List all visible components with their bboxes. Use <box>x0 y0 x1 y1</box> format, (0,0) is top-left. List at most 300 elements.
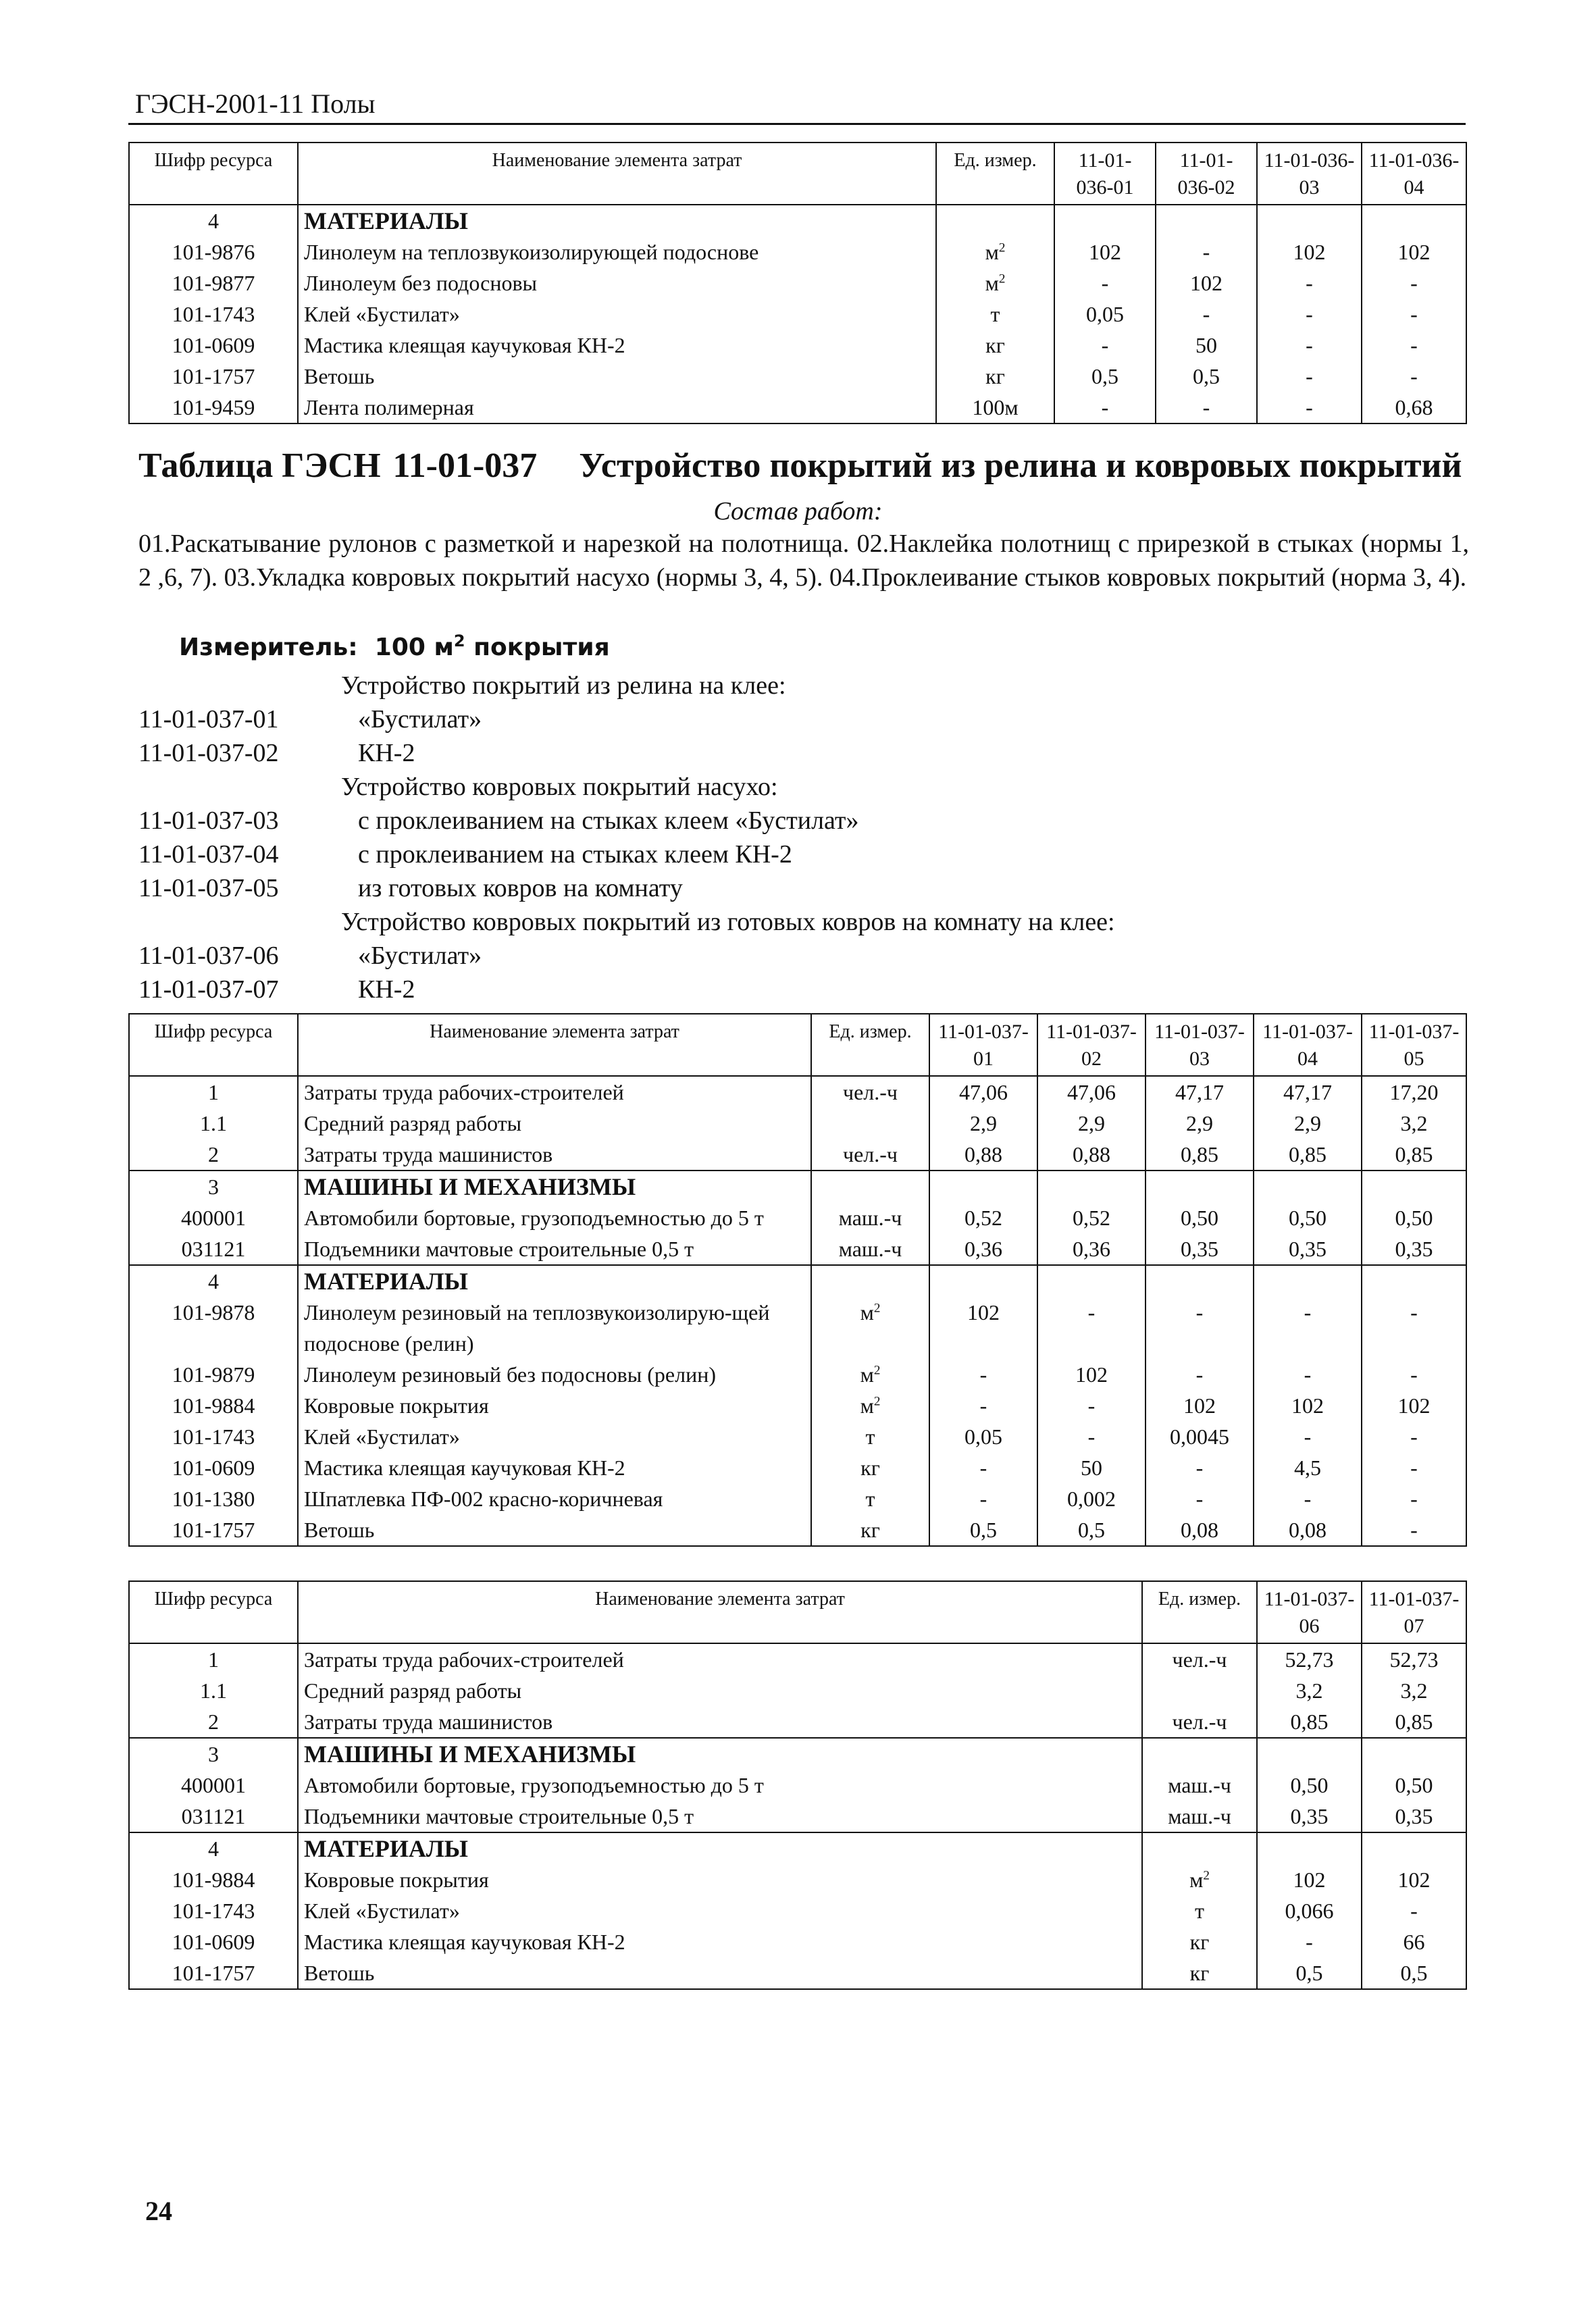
resource-name: Средний разряд работы <box>298 1675 1142 1706</box>
value-cell: 50 <box>1156 330 1257 361</box>
resource-code: 101-9879 <box>129 1359 298 1390</box>
value-cell: - <box>1054 267 1156 299</box>
value-cell: - <box>1254 1483 1362 1514</box>
resource-code: 400001 <box>129 1202 298 1233</box>
section-row <box>129 205 1466 236</box>
value-cell <box>929 1265 1037 1297</box>
value-cell: 0,50 <box>1145 1202 1254 1233</box>
value-cell: 102 <box>1362 1390 1466 1421</box>
resource-code: 101-1757 <box>129 361 298 392</box>
column-code-header: 11-01-036-02 <box>1156 143 1257 205</box>
value-cell: 0,50 <box>1362 1770 1466 1801</box>
value-cell <box>1257 1832 1362 1864</box>
norm-code: 11-01-037-01 <box>138 705 279 734</box>
unit-cell: чел.-ч <box>811 1139 929 1171</box>
resource-name: Лента полимерная <box>298 392 936 423</box>
table-row <box>129 1421 1466 1452</box>
table-row <box>129 330 1466 361</box>
value-cell: 0,88 <box>929 1139 1037 1171</box>
value-cell: 50 <box>1037 1452 1145 1483</box>
value-cell <box>1362 1738 1466 1770</box>
unit-cell: кг <box>936 330 1054 361</box>
unit-cell: т <box>811 1421 929 1452</box>
page-number: 24 <box>145 2196 172 2226</box>
value-cell <box>1254 1265 1362 1297</box>
resource-name: МАШИНЫ И МЕХАНИЗМЫ <box>298 1738 1142 1770</box>
resource-name: Автомобили бортовые, грузоподъемностью до 5 т <box>298 1202 811 1233</box>
norm-text: из готовых ковров на комнату <box>358 874 683 902</box>
unit-cell: 100м <box>936 392 1054 423</box>
norm-code: 11-01-037-03 <box>138 806 279 835</box>
unit-cell: маш.-ч <box>1142 1770 1257 1801</box>
value-cell: 102 <box>1362 236 1466 267</box>
value-cell: 0,52 <box>1037 1202 1145 1233</box>
resource-code: 101-1757 <box>129 1514 298 1546</box>
value-cell: 0,50 <box>1254 1202 1362 1233</box>
unit-cell: кг <box>811 1514 929 1546</box>
resource-code: 4 <box>129 205 298 236</box>
value-cell <box>1254 1171 1362 1202</box>
resource-name: МАТЕРИАЛЫ <box>298 205 936 236</box>
column-header: Наименование элемента затрат <box>298 143 936 205</box>
running-header: ГЭСН-2001-11 Полы <box>135 88 376 119</box>
value-cell: 0,88 <box>1037 1139 1145 1171</box>
unit-cell: кг <box>1142 1926 1257 1957</box>
section-row <box>129 1171 1466 1202</box>
value-cell: 2,9 <box>1145 1108 1254 1139</box>
column-header: Ед. измер. <box>811 1014 929 1076</box>
unit-superscript: 2 <box>873 1363 881 1378</box>
resource-code: 1 <box>129 1643 298 1675</box>
value-cell: 0,002 <box>1037 1483 1145 1514</box>
resource-name: Затраты труда машинистов <box>298 1139 811 1171</box>
value-cell <box>1156 205 1257 236</box>
value-cell: - <box>1257 267 1362 299</box>
resource-name: Мастика клеящая каучуковая КН-2 <box>298 330 936 361</box>
table-row <box>129 1957 1466 1989</box>
unit-superscript: 2 <box>873 1394 881 1409</box>
value-cell: 47,17 <box>1254 1076 1362 1108</box>
value-cell: - <box>1362 1297 1466 1359</box>
resource-name: Подъемники мачтовые строительные 0,5 т <box>298 1801 1142 1832</box>
table-row <box>129 267 1466 299</box>
unit-cell: кг <box>1142 1957 1257 1989</box>
column-header: Ед. измер. <box>1142 1581 1257 1643</box>
table-title-name: Устройство покрытий из релина и ковровых покрытий <box>579 446 1462 485</box>
resource-code: 101-9876 <box>129 236 298 267</box>
resource-code: 101-0609 <box>129 1926 298 1957</box>
value-cell: - <box>1257 361 1362 392</box>
norm-text: Устройство покрытий из релина на клее: <box>341 671 786 700</box>
value-cell: 0,5 <box>1156 361 1257 392</box>
value-cell: 0,50 <box>1257 1770 1362 1801</box>
value-cell: 0,85 <box>1254 1139 1362 1171</box>
value-cell: - <box>1145 1483 1254 1514</box>
norm-text: Устройство ковровых покрытий из готовых ковров на комнату на клее: <box>341 908 1115 936</box>
unit-cell <box>811 1108 929 1139</box>
value-cell: - <box>1257 1926 1362 1957</box>
value-cell: - <box>1362 1452 1466 1483</box>
table-title <box>138 446 1462 486</box>
column-header: Шифр ресурса <box>129 1581 298 1643</box>
value-cell: 3,2 <box>1257 1675 1362 1706</box>
unit-cell <box>1142 1738 1257 1770</box>
column-code-header: 11-01-037-05 <box>1362 1014 1466 1076</box>
unit-cell: чел.-ч <box>1142 1706 1257 1738</box>
value-cell: 0,05 <box>1054 299 1156 330</box>
value-cell: 0,5 <box>929 1514 1037 1546</box>
unit-cell: т <box>811 1483 929 1514</box>
table-row <box>129 1202 1466 1233</box>
table-row <box>129 1139 1466 1171</box>
measure-value: 100 м <box>374 634 454 661</box>
value-cell: 2,9 <box>1254 1108 1362 1139</box>
value-cell: 47,06 <box>929 1076 1037 1108</box>
composition-heading: Состав работ: <box>713 497 883 525</box>
value-cell: 2,9 <box>1037 1108 1145 1139</box>
resource-name: МАТЕРИАЛЫ <box>298 1832 1142 1864</box>
resource-code: 1 <box>129 1076 298 1108</box>
measure-sup: 2 <box>453 632 465 650</box>
value-cell: 0,85 <box>1362 1139 1466 1171</box>
unit-cell: $м^2$ <box>811 1359 929 1390</box>
resource-table-036 <box>128 142 1467 424</box>
value-cell: 2,9 <box>929 1108 1037 1139</box>
value-cell: 17,20 <box>1362 1076 1466 1108</box>
value-cell: 47,17 <box>1145 1076 1254 1108</box>
resource-code: 2 <box>129 1139 298 1171</box>
resource-table-037b <box>128 1580 1467 1990</box>
value-cell: 0,85 <box>1257 1706 1362 1738</box>
unit-cell: чел.-ч <box>811 1076 929 1108</box>
resource-name: Клей «Бустилат» <box>298 299 936 330</box>
value-cell: 0,68 <box>1362 392 1466 423</box>
table-row <box>129 1359 1466 1390</box>
norm-code: 11-01-037-07 <box>138 975 279 1004</box>
value-cell: 0,35 <box>1257 1801 1362 1832</box>
resource-name: Мастика клеящая каучуковая КН-2 <box>298 1452 811 1483</box>
resource-code: 101-1743 <box>129 1895 298 1926</box>
norm-code: 11-01-037-06 <box>138 942 279 970</box>
value-cell: - <box>929 1359 1037 1390</box>
table-row <box>129 1452 1466 1483</box>
norm-text: с проклеиванием на стыках клеем КН-2 <box>358 840 792 869</box>
value-cell: - <box>1254 1359 1362 1390</box>
norm-text: КН-2 <box>358 975 415 1004</box>
table-row <box>129 1233 1466 1265</box>
table-row <box>129 1706 1466 1738</box>
value-cell <box>1257 205 1362 236</box>
column-code-header: 11-01-037-04 <box>1254 1014 1362 1076</box>
value-cell <box>1362 1832 1466 1864</box>
unit-superscript: 2 <box>998 272 1006 286</box>
resource-code: 2 <box>129 1706 298 1738</box>
resource-name: Мастика клеящая каучуковая КН-2 <box>298 1926 1142 1957</box>
value-cell: - <box>1257 330 1362 361</box>
value-cell: - <box>1145 1452 1254 1483</box>
resource-code: 3 <box>129 1738 298 1770</box>
resource-name: Линолеум резиновый на теплозвукоизолирую-щей подоснове (релин) <box>298 1297 811 1359</box>
column-header: Шифр ресурса <box>129 1014 298 1076</box>
resource-name: Затраты труда рабочих-строителей <box>298 1643 1142 1675</box>
value-cell: - <box>1037 1421 1145 1452</box>
value-cell: 4,5 <box>1254 1452 1362 1483</box>
unit-cell: $м^2$ <box>811 1390 929 1421</box>
resource-code: 101-9884 <box>129 1864 298 1895</box>
value-cell: - <box>1362 1359 1466 1390</box>
value-cell: 0,36 <box>1037 1233 1145 1265</box>
value-cell: 102 <box>1145 1390 1254 1421</box>
section-row <box>129 1265 1466 1297</box>
unit-cell <box>811 1265 929 1297</box>
resource-name: Шпатлевка ПФ-002 красно-коричневая <box>298 1483 811 1514</box>
value-cell <box>1054 205 1156 236</box>
value-cell: - <box>1362 1514 1466 1546</box>
resource-name: Затраты труда машинистов <box>298 1706 1142 1738</box>
table-row <box>129 1643 1466 1675</box>
table-row <box>129 1864 1466 1895</box>
section-row <box>129 1738 1466 1770</box>
column-header: Шифр ресурса <box>129 143 298 205</box>
value-cell: 102 <box>1257 236 1362 267</box>
value-cell <box>1037 1265 1145 1297</box>
column-code-header: 11-01-037-03 <box>1145 1014 1254 1076</box>
value-cell: 102 <box>1037 1359 1145 1390</box>
unit-cell <box>1142 1832 1257 1864</box>
norm-text: «Бустилат» <box>358 942 482 970</box>
unit-cell: $м^2$ <box>1142 1864 1257 1895</box>
norm-code: 11-01-037-04 <box>138 840 279 869</box>
value-cell: 0,85 <box>1145 1139 1254 1171</box>
unit-superscript: 2 <box>998 240 1006 255</box>
resource-code: 400001 <box>129 1770 298 1801</box>
unit-cell: т <box>1142 1895 1257 1926</box>
value-cell: - <box>1156 236 1257 267</box>
resource-code: 1.1 <box>129 1108 298 1139</box>
value-cell: - <box>1362 1483 1466 1514</box>
header-rule <box>128 123 1466 125</box>
value-cell: - <box>1362 1895 1466 1926</box>
unit-cell: $м^2$ <box>936 236 1054 267</box>
column-header: Наименование элемента затрат <box>298 1581 1142 1643</box>
unit-cell: кг <box>936 361 1054 392</box>
value-cell: 102 <box>1362 1864 1466 1895</box>
value-cell: 52,73 <box>1362 1643 1466 1675</box>
value-cell: 0,5 <box>1054 361 1156 392</box>
value-cell: 0,08 <box>1145 1514 1254 1546</box>
norm-text: Устройство ковровых покрытий насухо: <box>341 773 778 801</box>
value-cell: 0,066 <box>1257 1895 1362 1926</box>
value-cell <box>1362 205 1466 236</box>
value-cell: 0,35 <box>1254 1233 1362 1265</box>
resource-code: 4 <box>129 1832 298 1864</box>
table-row <box>129 361 1466 392</box>
resource-code: 101-9884 <box>129 1390 298 1421</box>
value-cell: - <box>1362 1421 1466 1452</box>
resource-code: 101-0609 <box>129 1452 298 1483</box>
value-cell: 102 <box>1156 267 1257 299</box>
value-cell: - <box>1145 1359 1254 1390</box>
value-cell: 0,5 <box>1362 1957 1466 1989</box>
value-cell: - <box>1037 1297 1145 1359</box>
norm-text: КН-2 <box>358 739 415 767</box>
value-cell: 52,73 <box>1257 1643 1362 1675</box>
composition-text: 01.Раскатывание рулонов с разметкой и нарезкой на полотнища. 02.Наклейка полотнищ с прирезкой в стыках (нормы 1, 2 ,6, 7). 03.Укладка ковровых покрытий насухо (нормы 3, 4, 5). 04.Проклеивание стыков ковровых покрытий (норма 3, 4). <box>138 530 1469 592</box>
unit-cell: $м^2$ <box>811 1297 929 1359</box>
resource-code: 031121 <box>129 1233 298 1265</box>
value-cell: 0,36 <box>929 1233 1037 1265</box>
column-code-header: 11-01-037-02 <box>1037 1014 1145 1076</box>
table-row <box>129 1076 1466 1108</box>
unit-cell: кг <box>811 1452 929 1483</box>
unit-superscript: 2 <box>873 1301 881 1316</box>
unit-cell: маш.-ч <box>811 1202 929 1233</box>
value-cell: - <box>1362 361 1466 392</box>
resource-name: Автомобили бортовые, грузоподъемностью до 5 т <box>298 1770 1142 1801</box>
unit-cell <box>811 1171 929 1202</box>
value-cell: - <box>1054 330 1156 361</box>
column-code-header: 11-01-036-04 <box>1362 143 1466 205</box>
table-row <box>129 1483 1466 1514</box>
value-cell: - <box>1257 299 1362 330</box>
resource-code: 101-1380 <box>129 1483 298 1514</box>
table-title-label: Таблица ГЭСН <box>138 446 381 485</box>
value-cell: 0,52 <box>929 1202 1037 1233</box>
value-cell <box>929 1171 1037 1202</box>
value-cell: 0,5 <box>1037 1514 1145 1546</box>
value-cell <box>1145 1171 1254 1202</box>
unit-cell: маш.-ч <box>1142 1801 1257 1832</box>
norm-code: 11-01-037-02 <box>138 739 279 767</box>
value-cell: 0,08 <box>1254 1514 1362 1546</box>
resource-name: МАТЕРИАЛЫ <box>298 1265 811 1297</box>
value-cell: - <box>1145 1297 1254 1359</box>
measure-suffix: покрытия <box>465 634 610 661</box>
value-cell <box>1145 1265 1254 1297</box>
resource-name: Ковровые покрытия <box>298 1864 1142 1895</box>
resource-name: Линолеум без подосновы <box>298 267 936 299</box>
resource-name: Линолеум резиновый без подосновы (релин) <box>298 1359 811 1390</box>
value-cell <box>1362 1171 1466 1202</box>
value-cell: 3,2 <box>1362 1675 1466 1706</box>
value-cell: - <box>929 1483 1037 1514</box>
resource-name: Ковровые покрытия <box>298 1390 811 1421</box>
value-cell: - <box>1362 330 1466 361</box>
value-cell: - <box>1156 299 1257 330</box>
table-row <box>129 236 1466 267</box>
resource-name: Подъемники мачтовые строительные 0,5 т <box>298 1233 811 1265</box>
norm-code: 11-01-037-05 <box>138 874 279 902</box>
unit-cell: т <box>936 299 1054 330</box>
table-header-row <box>129 143 1466 205</box>
value-cell: 102 <box>929 1297 1037 1359</box>
column-header: Ед. измер. <box>936 143 1054 205</box>
table-title-code: 11-01-037 <box>392 446 538 485</box>
value-cell: 3,2 <box>1362 1108 1466 1139</box>
value-cell: 102 <box>1054 236 1156 267</box>
unit-cell: маш.-ч <box>811 1233 929 1265</box>
table-row <box>129 1297 1466 1359</box>
table-row <box>129 1675 1466 1706</box>
value-cell: - <box>929 1452 1037 1483</box>
table-row <box>129 1926 1466 1957</box>
value-cell: 0,35 <box>1145 1233 1254 1265</box>
resource-code: 1.1 <box>129 1675 298 1706</box>
resource-code: 101-0609 <box>129 330 298 361</box>
table-row <box>129 392 1466 423</box>
unit-cell <box>936 205 1054 236</box>
resource-name: Ветошь <box>298 361 936 392</box>
table-row <box>129 1390 1466 1421</box>
norm-text: с проклеиванием на стыках клеем «Бустилат» <box>358 806 859 835</box>
unit-superscript: 2 <box>1203 1868 1210 1883</box>
column-code-header: 11-01-036-01 <box>1054 143 1156 205</box>
measure-label: Измеритель: <box>179 634 358 661</box>
value-cell: 102 <box>1257 1864 1362 1895</box>
resource-code: 101-9459 <box>129 392 298 423</box>
value-cell: 0,0045 <box>1145 1421 1254 1452</box>
resource-name: Клей «Бустилат» <box>298 1421 811 1452</box>
resource-code: 3 <box>129 1171 298 1202</box>
resource-code: 031121 <box>129 1801 298 1832</box>
value-cell: - <box>1156 392 1257 423</box>
section-row <box>129 1832 1466 1864</box>
value-cell: - <box>1254 1421 1362 1452</box>
value-cell <box>1037 1171 1145 1202</box>
resource-name: Ветошь <box>298 1514 811 1546</box>
resource-name: Линолеум на теплозвукоизолирующей подоснове <box>298 236 936 267</box>
value-cell: 66 <box>1362 1926 1466 1957</box>
table-row <box>129 299 1466 330</box>
unit-cell <box>1142 1675 1257 1706</box>
resource-name: Ветошь <box>298 1957 1142 1989</box>
column-code-header: 11-01-036-03 <box>1257 143 1362 205</box>
value-cell: 47,06 <box>1037 1076 1145 1108</box>
resource-name: Затраты труда рабочих-строителей <box>298 1076 811 1108</box>
value-cell: 0,50 <box>1362 1202 1466 1233</box>
resource-code: 101-9878 <box>129 1297 298 1359</box>
resource-name: Средний разряд работы <box>298 1108 811 1139</box>
value-cell: 0,35 <box>1362 1801 1466 1832</box>
resource-code: 101-1743 <box>129 299 298 330</box>
value-cell: - <box>1254 1297 1362 1359</box>
column-header: Наименование элемента затрат <box>298 1014 811 1076</box>
value-cell <box>1362 1265 1466 1297</box>
resource-code: 101-1743 <box>129 1421 298 1452</box>
value-cell: - <box>1362 267 1466 299</box>
norm-text: «Бустилат» <box>358 705 482 734</box>
table-header-row <box>129 1014 1466 1076</box>
table-row <box>129 1895 1466 1926</box>
value-cell: 0,35 <box>1362 1233 1466 1265</box>
value-cell: 0,05 <box>929 1421 1037 1452</box>
resource-name: Клей «Бустилат» <box>298 1895 1142 1926</box>
unit-cell: $м^2$ <box>936 267 1054 299</box>
column-code-header: 11-01-037-01 <box>929 1014 1037 1076</box>
value-cell: 0,85 <box>1362 1706 1466 1738</box>
table-row <box>129 1108 1466 1139</box>
table-row <box>129 1514 1466 1546</box>
column-code-header: 11-01-037-07 <box>1362 1581 1466 1643</box>
value-cell: 0,5 <box>1257 1957 1362 1989</box>
column-code-header: 11-01-037-06 <box>1257 1581 1362 1643</box>
resource-code: 4 <box>129 1265 298 1297</box>
value-cell: - <box>1054 392 1156 423</box>
value-cell <box>1257 1738 1362 1770</box>
value-cell: - <box>929 1390 1037 1421</box>
value-cell: 102 <box>1254 1390 1362 1421</box>
value-cell: - <box>1362 299 1466 330</box>
